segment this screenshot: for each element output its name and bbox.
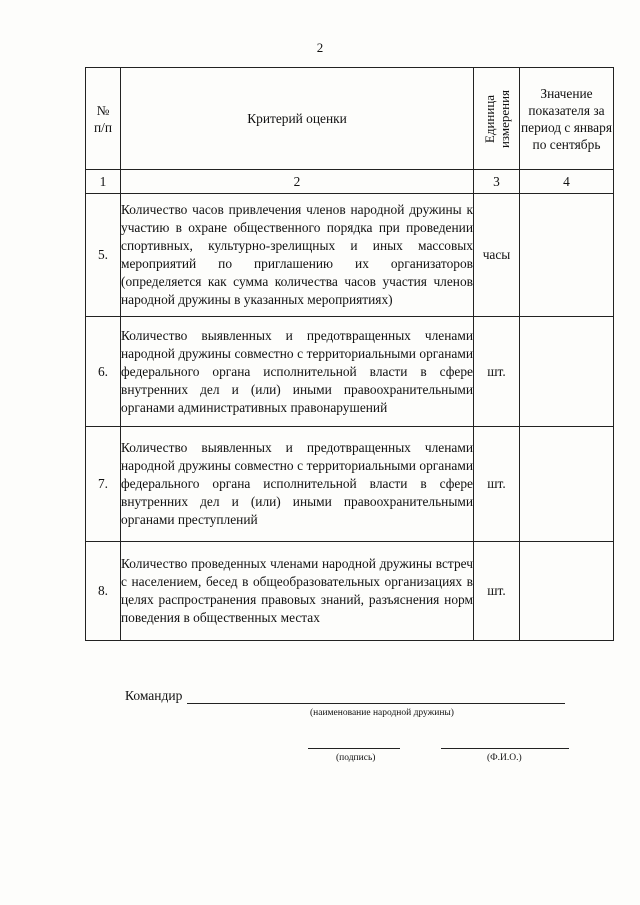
row-value-cell[interactable] (520, 542, 614, 641)
header-unit (474, 68, 520, 170)
table-row (86, 542, 614, 641)
row-unit: шт. (474, 542, 520, 641)
column-numbering-row (86, 170, 614, 194)
header-number (86, 68, 121, 170)
table-row (86, 317, 614, 427)
table-row (86, 427, 614, 542)
header-criterion: Критерий оценки (121, 68, 474, 170)
row-value-cell[interactable] (520, 317, 614, 427)
row-number: 5. (86, 194, 121, 317)
header-value: Значение показателя за период с января по сентябрь (520, 68, 614, 170)
column-number: 3 (474, 170, 520, 194)
signature-line[interactable] (308, 748, 400, 749)
table-header-row (86, 68, 614, 170)
row-number: 6. (86, 317, 121, 427)
org-caption: (наименование народной дружины) (310, 708, 454, 718)
commander-label: Командир (125, 688, 183, 703)
signature-caption: (подпись) (336, 753, 376, 763)
row-value-cell[interactable] (520, 427, 614, 542)
row-number: 8. (86, 542, 121, 641)
row-unit: шт. (474, 427, 520, 542)
header-number-text: № п/п (93, 102, 113, 135)
commander-line[interactable] (187, 703, 565, 704)
column-number: 1 (86, 170, 121, 194)
row-criterion: Количество выявленных и предотвращенных членами народной дружины совместно с территориальными органами федерального органа исполнительной власти в сфере внутренних дел и (или) иными правоохранительными органами административных правонарушений (121, 317, 474, 427)
name-caption: (Ф.И.О.) (487, 753, 522, 763)
header-unit-text: Единица измерения (481, 89, 512, 148)
page-number: 2 (316, 40, 324, 55)
table-row (86, 194, 614, 317)
row-criterion: Количество часов привлечения членов народной дружины к участию в охране общественного порядка при проведении спортивных, культурно-зрелищных и иных массовых мероприятий по приглашению их организаторов (определяется как сумма количества часов участия членов народной дружины в указанных мероприятиях) (121, 194, 474, 317)
column-number: 4 (520, 170, 614, 194)
row-criterion: Количество проведенных членами народной дружины встреч с населением, бесед в общеобразовательных организациях в целях распространения правовых знаний, разъяснения норм поведения в общественных местах (121, 542, 474, 641)
row-criterion: Количество выявленных и предотвращенных членами народной дружины совместно с территориальными органами федерального органа исполнительной власти в сфере внутренних дел и (или) иными правоохранительными органами преступлений (121, 427, 474, 542)
row-unit: шт. (474, 317, 520, 427)
row-unit: часы (474, 194, 520, 317)
column-number: 2 (121, 170, 474, 194)
row-number: 7. (86, 427, 121, 542)
criteria-table (85, 67, 614, 641)
name-line[interactable] (441, 748, 569, 749)
row-value-cell[interactable] (520, 194, 614, 317)
